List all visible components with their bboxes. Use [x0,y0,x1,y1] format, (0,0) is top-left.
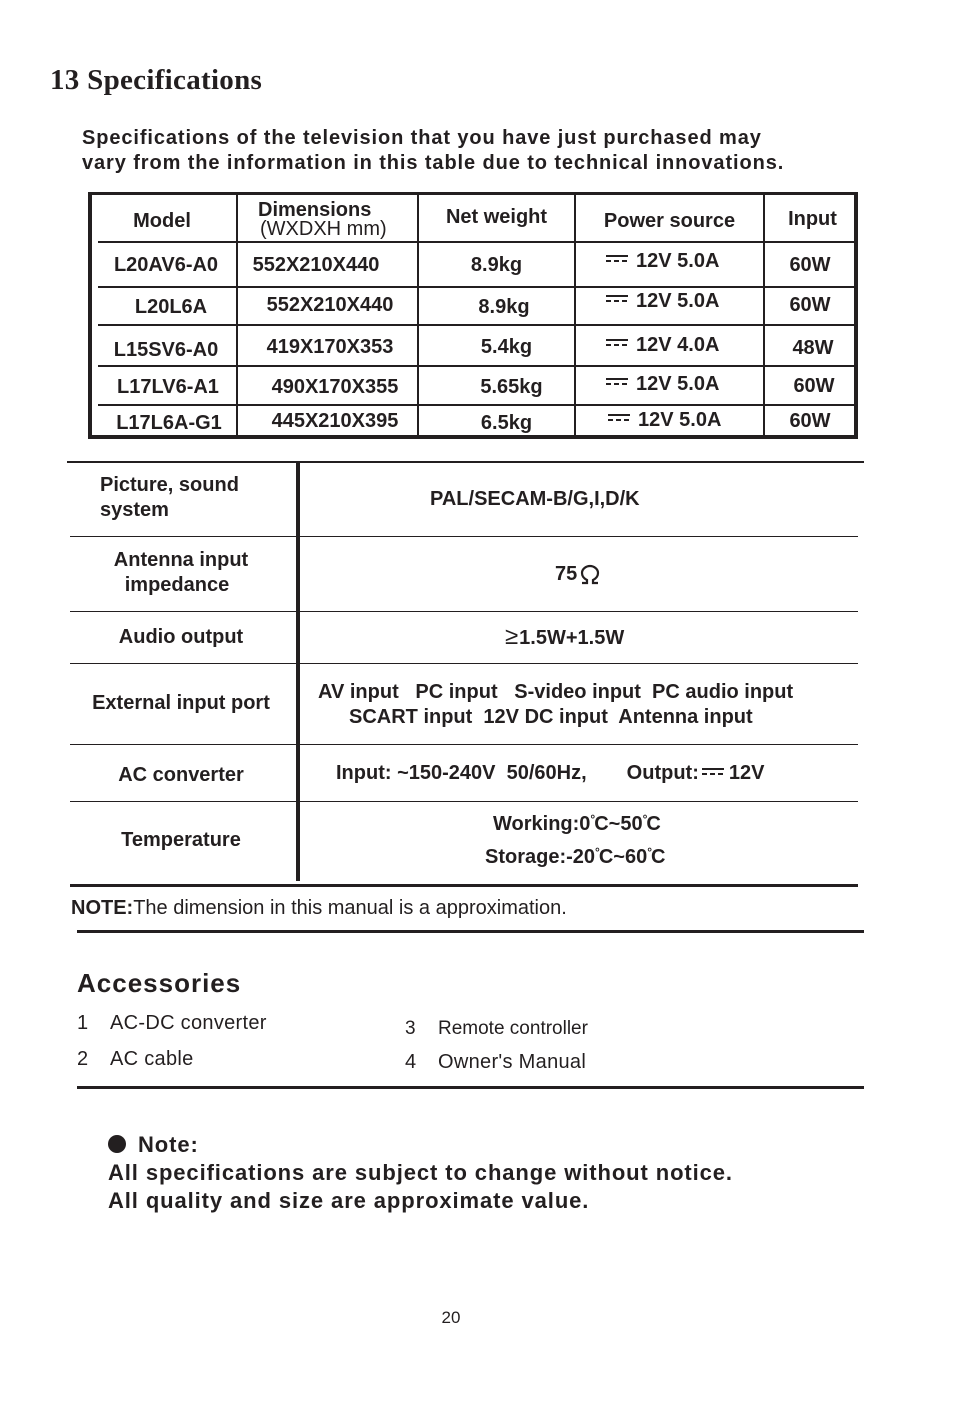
table-cell-input: 60W [793,374,835,397]
header-net-weight: Net weight [445,205,548,228]
spec-label-audio: Audio output [118,626,244,648]
intro-text [82,126,784,176]
note-label: NOTE: [71,897,134,919]
power-value: 12V 4.0A [636,333,720,356]
spec-label-temperature: Temperature [121,829,241,851]
header-dimensions-label: Dimensions [258,199,372,221]
table-cell-power [576,402,763,438]
header-dimensions [258,201,387,239]
table-cell-model: L20L6A [134,295,208,318]
greater-equal-icon: ≥ [505,623,519,650]
dc-symbol-icon [606,377,628,386]
dc-symbol-icon [702,767,724,776]
temp-text: Storage:-20 [485,846,596,868]
power-value: 12V 5.0A [636,372,720,395]
spec-value-audio [505,624,624,651]
table-cell-input: 60W [789,409,831,432]
table-cell-dimensions: 419X170X353 [266,335,394,358]
table-cell-weight: 6.5kg [480,411,533,434]
table-cell-dimensions: 552X210X440 [252,253,380,276]
dimension-note [71,897,567,920]
header-dimensions-unit: (WXDXH mm) [260,218,387,240]
table-cell-weight: 8.9kg [470,253,523,276]
accessory-item [405,1051,586,1074]
table-divider [67,461,864,463]
models-table [88,192,858,439]
final-note-line: All quality and size are approximate value. [108,1188,590,1213]
temp-text: Working:0 [493,813,591,835]
table-cell-weight: 8.9kg [478,295,530,318]
power-value: 12V 5.0A [636,249,720,272]
table-cell-weight: 5.65kg [480,375,543,398]
table-cell-power [576,366,763,402]
dc-symbol-icon [606,294,628,303]
table-cell-dimensions: 490X170X355 [271,375,399,398]
table-divider [70,611,858,612]
external-line-1: AV input PC input S-video input PC audio input [318,681,794,703]
spec-label-picture-sound [100,473,239,523]
header-input: Input [788,207,837,230]
ac-input: Input: ~150-240V 50/60Hz, [336,762,587,784]
spec-label-line: Antenna input [113,549,249,571]
accessory-number: 2 [77,1048,89,1070]
accessory-number: 3 [405,1018,416,1039]
page-title: 13 Specifications [50,64,263,96]
degree-icon: ° [642,812,648,826]
table-cell-dimensions: 445X210X395 [271,409,399,432]
final-note-title: Note: [138,1132,199,1157]
dc-symbol-icon [606,338,628,347]
spec-value-picture-sound: PAL/SECAM-B/G,I,D/K [430,488,640,510]
degree-icon: ° [590,812,596,826]
table-divider [70,801,858,802]
spec-value-ac [336,761,764,786]
section-divider [77,1086,864,1089]
accessory-item [77,1012,267,1035]
spec-value-working [493,812,661,839]
table-cell-model: L20AV6-A0 [113,253,219,276]
accessory-label: Owner's Manual [438,1051,587,1073]
table-cell-model: L17LV6-A1 [117,375,219,398]
final-note-line: All specifications are subject to change without notice. [108,1160,733,1185]
table-cell-dimensions: 552X210X440 [266,293,394,316]
table-divider [70,536,858,537]
temp-text: C [651,846,666,868]
table-cell-power [576,327,763,363]
spec-value-external [318,680,793,730]
power-value: 12V 5.0A [638,408,722,431]
spec-label-antenna [70,548,292,598]
temp-text: C [646,813,661,835]
accessory-label: Remote controller [438,1018,588,1039]
accessories-title: Accessories [77,968,242,998]
degree-icon: ° [595,845,600,859]
intro-line-2: vary from the information in this table due to technical innovations. [82,152,785,174]
header-model: Model [133,209,191,232]
table-divider [70,744,858,745]
accessory-label: AC cable [110,1048,194,1070]
spec-label-external: External input port [92,692,270,714]
accessory-item [77,1048,194,1071]
table-cell-model: L17L6A-G1 [116,411,222,434]
external-line-2: SCART input 12V DC input Antenna input [349,706,753,728]
final-note-heading [108,1131,733,1159]
ac-output-value: 12V [728,762,765,784]
final-note [108,1131,733,1215]
table-cell-input: 60W [789,253,831,276]
dc-symbol-icon [608,413,630,422]
table-cell-power [576,243,763,279]
table-divider [70,884,858,887]
ac-output-label: Output: [626,762,699,784]
page-number: 20 [441,1308,461,1327]
spec-label-line: Picture, sound [100,474,239,496]
note-text: The dimension in this manual is a approximation. [133,897,567,919]
accessory-item [405,1018,588,1040]
table-divider [70,663,858,664]
dc-symbol-icon [606,254,628,263]
spec-label-line: system [100,499,169,521]
accessory-number: 1 [77,1012,89,1034]
header-power-source: Power source [603,209,736,232]
table-cell-input: 60W [789,293,831,316]
table-cell-weight: 5.4kg [480,335,533,358]
accessory-label: AC-DC converter [110,1012,267,1034]
spec-label-ac: AC converter [118,764,244,786]
degree-icon: ° [647,845,653,859]
spec-value-storage [485,845,665,872]
temp-text: C~60 [598,846,648,868]
table-divider [296,461,300,881]
table-cell-model: L15SV6-A0 [113,338,219,361]
table-cell-input: 48W [792,336,834,359]
accessory-number: 4 [405,1051,417,1073]
antenna-value: 75 [555,563,578,585]
table-cell-power [576,283,763,319]
audio-value: 1.5W+1.5W [519,627,625,649]
bullet-icon [108,1135,126,1153]
spec-label-line: impedance [124,574,230,596]
power-value: 12V 5.0A [636,289,720,312]
intro-line-1: Specifications of the television that you have just purchased may [82,127,762,149]
spec-value-antenna [555,562,601,587]
ohm-icon [579,564,601,586]
section-divider [77,930,864,933]
temp-text: C~50 [594,813,643,835]
